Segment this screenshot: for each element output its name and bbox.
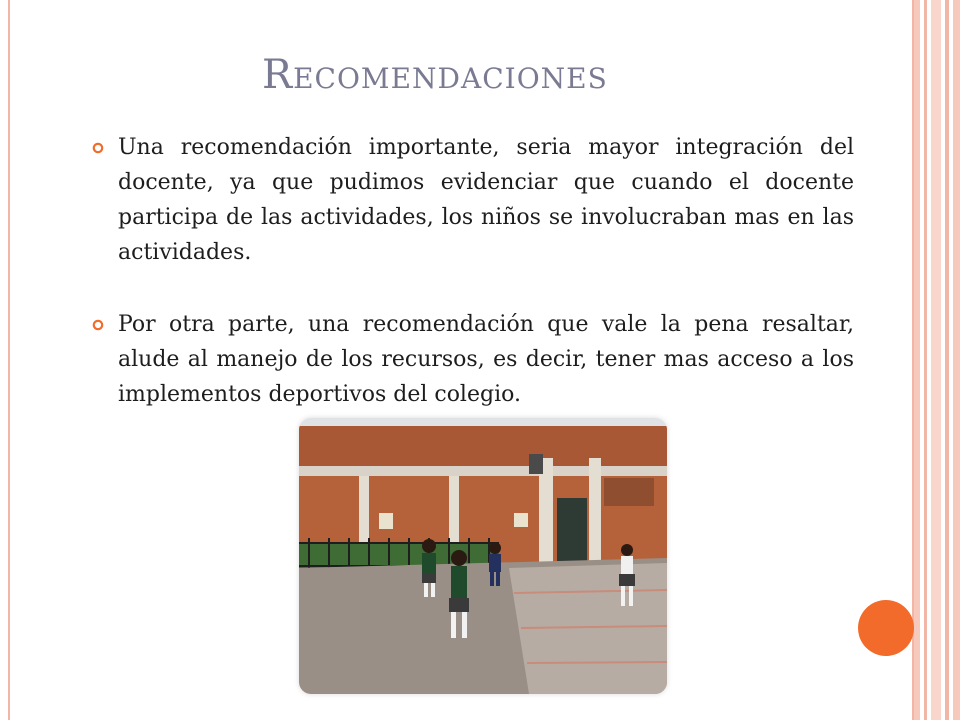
bullet-item [92,130,854,270]
bullet-item [92,307,854,412]
bullet-text: Por otra parte, una recomendación que vale la pena resaltar, alude al manejo de los recursos, es decir, tener mas acceso a los implementos deportivos del colegio. [118,312,854,407]
bullet-text: Una recomendación importante, seria mayor integración del docente, ya que pudimos evidenciar que cuando el docente participa de las actividades, los niños se involucraban mas en las actividades. [118,135,854,265]
schoolyard-photo [299,418,667,694]
decorative-stripes [914,0,960,720]
slide-title: Recomendaciones [262,52,608,98]
ring-bullet-icon [92,319,104,331]
ring-bullet-icon [92,142,104,154]
decorative-orange-circle [858,600,914,656]
schoolyard-illustration [299,418,667,694]
bullet-list [92,130,854,449]
